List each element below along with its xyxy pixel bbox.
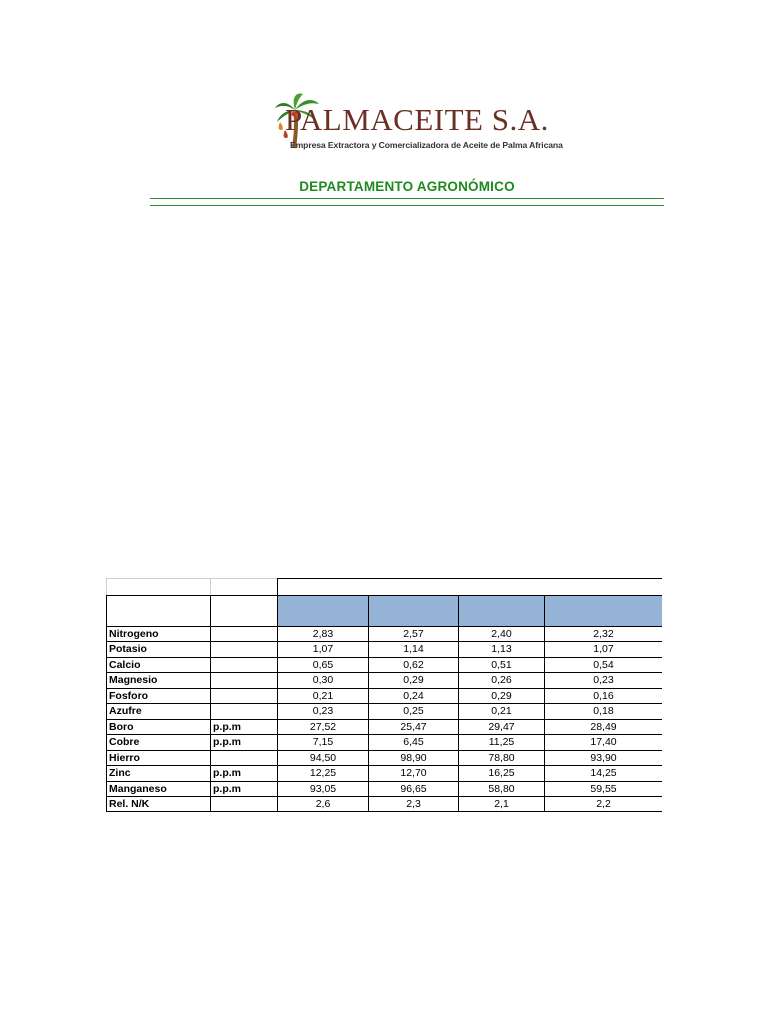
- title-underline-top: [150, 198, 664, 199]
- value-cell: 1,14: [403, 643, 424, 655]
- value-cell: 2,32: [593, 628, 614, 640]
- header-top-border: [277, 578, 662, 579]
- value-cell: 2,3: [406, 798, 421, 810]
- value-cell: 0,23: [312, 705, 334, 717]
- value-cell: 0,16: [593, 690, 614, 702]
- element-label: Manganeso: [109, 783, 167, 795]
- value-cell: 16,25: [488, 767, 515, 779]
- value-cell: 0,30: [312, 674, 334, 686]
- value-column-header: [278, 596, 368, 626]
- value-cell: 12,70: [400, 767, 427, 779]
- header-divider: [106, 578, 107, 595]
- element-label: Cobre: [109, 736, 140, 748]
- element-label: Fosforo: [109, 690, 149, 702]
- value-cell: 0,65: [312, 659, 334, 671]
- value-cell: 1,13: [491, 643, 512, 655]
- value-cell: 59,55: [590, 783, 617, 795]
- element-label: Rel. N/K: [109, 798, 150, 810]
- value-column-header: [459, 596, 544, 626]
- value-cell: 2,40: [491, 628, 512, 640]
- value-cell: 0,21: [491, 705, 512, 717]
- header-top-border: [106, 578, 277, 579]
- element-label: Azufre: [109, 705, 142, 717]
- element-label: Nitrogeno: [109, 628, 159, 640]
- value-cell: 27,52: [309, 721, 337, 733]
- value-cell: 78,80: [488, 752, 515, 764]
- unit-label: p.p.m: [213, 736, 241, 748]
- value-cell: 0,23: [593, 674, 614, 686]
- unit-label: p.p.m: [213, 783, 241, 795]
- value-cell: 29,47: [488, 721, 515, 733]
- header-divider: [210, 578, 211, 595]
- value-cell: 7,15: [312, 736, 334, 748]
- value-cell: 0,21: [312, 690, 334, 702]
- value-column-header: [545, 596, 662, 626]
- table-hline: [106, 595, 662, 596]
- value-cell: 14,25: [590, 767, 617, 779]
- value-cell: 96,65: [400, 783, 427, 795]
- company-logo: [273, 92, 563, 158]
- value-cell: 0,51: [491, 659, 512, 671]
- value-cell: 93,90: [590, 752, 617, 764]
- title-underline-bottom: [150, 205, 664, 206]
- unit-label: p.p.m: [213, 721, 241, 733]
- element-label: Potasio: [109, 643, 147, 655]
- element-label: Magnesio: [109, 674, 158, 686]
- value-cell: 2,2: [596, 798, 611, 810]
- company-tagline: Empresa Extractora y Comercializadora de Aceite de Palma Africana: [290, 140, 563, 150]
- value-cell: 2,1: [494, 798, 509, 810]
- unit-label: p.p.m: [213, 767, 241, 779]
- value-cell: 1,07: [593, 643, 614, 655]
- value-cell: 98,90: [400, 752, 427, 764]
- value-cell: 17,40: [590, 736, 617, 748]
- value-cell: 11,25: [488, 736, 515, 748]
- value-cell: 0,26: [491, 674, 512, 686]
- value-cell: 2,6: [315, 798, 331, 810]
- value-cell: 58,80: [488, 783, 515, 795]
- value-cell: 0,18: [593, 705, 614, 717]
- value-cell: 12,25: [309, 767, 337, 779]
- value-cell: 2,83: [312, 628, 334, 640]
- value-cell: 94,50: [309, 752, 337, 764]
- element-label: Hierro: [109, 752, 140, 764]
- value-cell: 0,29: [403, 674, 424, 686]
- value-cell: 1,07: [312, 643, 334, 655]
- department-title: DEPARTAMENTO AGRONÓMICO: [299, 179, 515, 194]
- value-cell: 0,29: [491, 690, 512, 702]
- company-name: PALMACEITE S.A.: [285, 102, 549, 137]
- value-cell: 28,49: [590, 721, 617, 733]
- value-column-header: [369, 596, 458, 626]
- value-cell: 6,45: [403, 736, 424, 748]
- foliar-analysis-table: [106, 578, 662, 813]
- value-cell: 93,05: [309, 783, 337, 795]
- value-cell: 0,54: [593, 659, 614, 671]
- element-label: Zinc: [109, 767, 131, 779]
- header-divider: [277, 578, 278, 595]
- value-cell: 0,62: [403, 659, 424, 671]
- value-cell: 2,57: [403, 628, 424, 640]
- element-label: Calcio: [109, 659, 141, 671]
- value-cell: 0,25: [403, 705, 424, 717]
- value-cell: 25,47: [400, 721, 427, 733]
- value-cell: 0,24: [403, 690, 424, 702]
- element-label: Boro: [109, 721, 134, 733]
